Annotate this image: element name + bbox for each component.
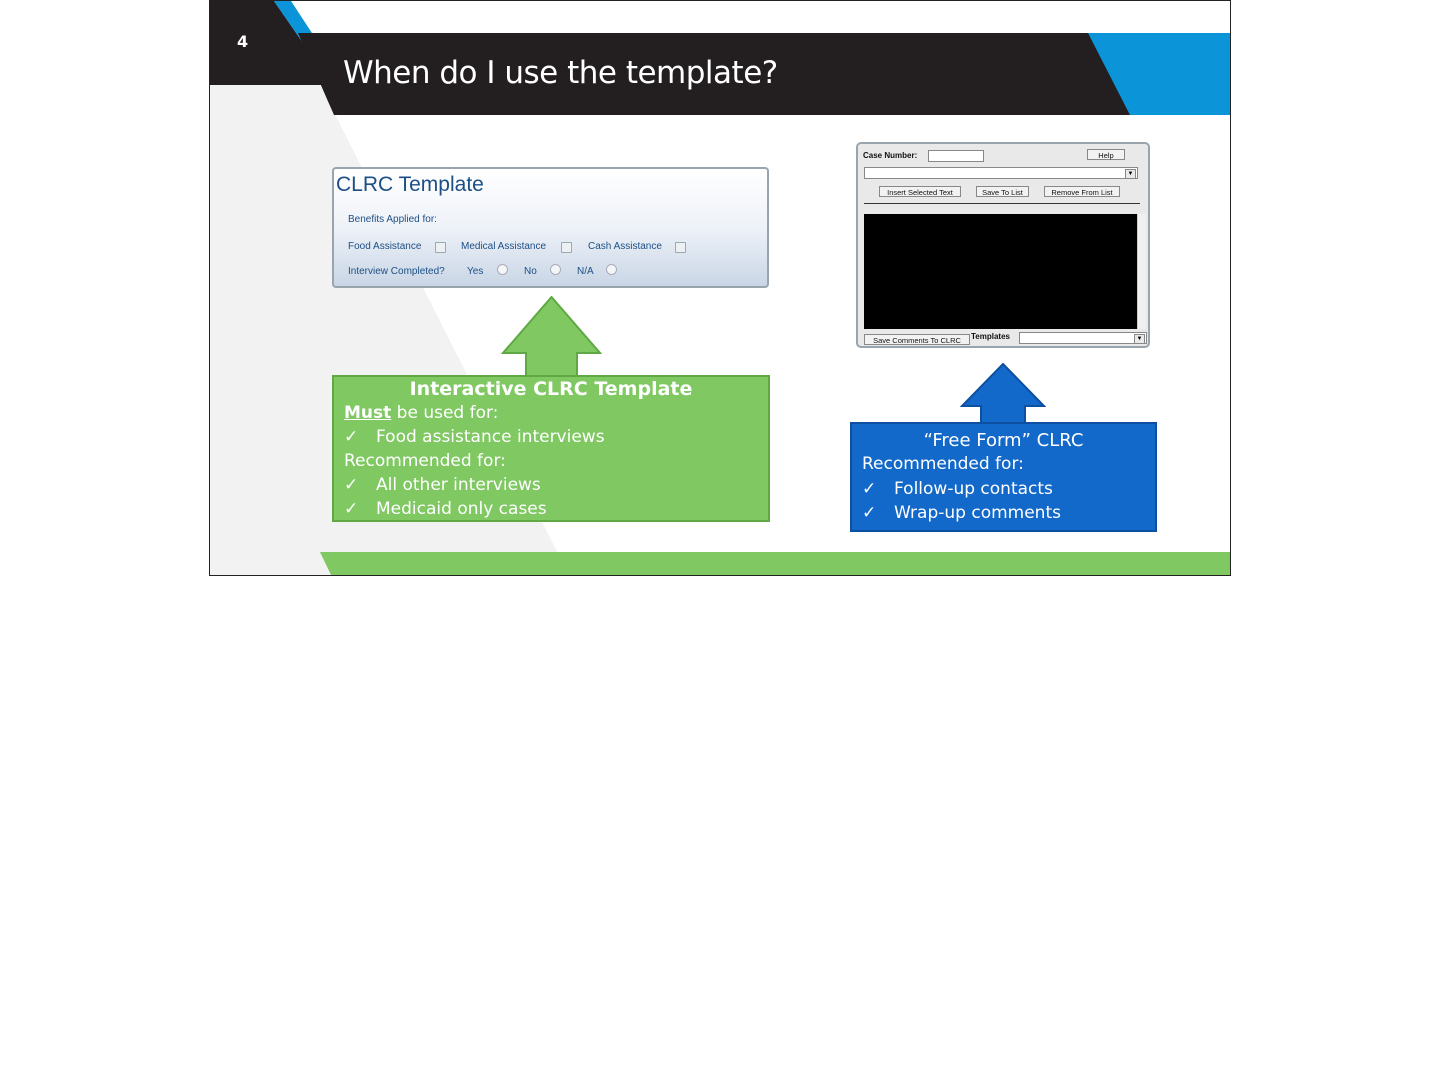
no-label: No <box>524 266 537 277</box>
checkmark-icon: ✓ <box>862 503 877 523</box>
slide-number: 4 <box>237 32 249 51</box>
medical-assistance-label: Medical Assistance <box>461 241 547 252</box>
free-form-item-text: Follow-up contacts <box>894 479 1053 499</box>
yes-radio[interactable] <box>497 264 508 275</box>
recommended-label: Recommended for: <box>344 451 506 471</box>
recommended-item-text: All other interviews <box>376 475 541 495</box>
na-radio[interactable] <box>606 264 617 275</box>
free-form-window <box>856 142 1150 348</box>
must-rest: be used for: <box>391 403 499 423</box>
interview-completed-label: Interview Completed? <box>348 266 445 277</box>
slide-title: When do I use the template? <box>343 55 778 91</box>
list-item <box>344 427 605 447</box>
interactive-clrc-title: Interactive CLRC Template <box>409 378 693 400</box>
case-number-label: Case Number: <box>863 151 918 160</box>
list-item <box>344 499 547 519</box>
insert-selected-text-button[interactable]: Insert Selected Text <box>879 186 961 197</box>
no-radio[interactable] <box>550 264 561 275</box>
free-form-item-text: Wrap-up comments <box>894 503 1061 523</box>
must-word: Must <box>344 403 392 423</box>
remove-from-list-button[interactable]: Remove From List <box>1044 186 1120 197</box>
cash-assistance-checkbox[interactable] <box>675 242 686 253</box>
recommended-label: Recommended for: <box>862 454 1024 474</box>
case-number-input[interactable] <box>928 150 984 162</box>
green-up-arrow-icon <box>501 296 602 378</box>
checkmark-icon: ✓ <box>344 475 359 495</box>
na-label: N/A <box>577 266 594 277</box>
recommended-item-text: Medicaid only cases <box>376 499 547 519</box>
must-item-text: Food assistance interviews <box>376 427 605 447</box>
cash-assistance-label: Cash Assistance <box>588 241 662 252</box>
checkmark-icon: ✓ <box>344 499 359 519</box>
divider <box>864 203 1140 204</box>
food-assistance-checkbox[interactable] <box>435 242 446 253</box>
comment-select[interactable] <box>864 167 1138 179</box>
textarea-scrollbar[interactable] <box>1137 214 1146 329</box>
comment-textarea[interactable] <box>864 214 1137 329</box>
list-item <box>862 503 1061 523</box>
clrc-template-title: CLRC Template <box>336 173 484 196</box>
chevron-down-icon: ▼ <box>1125 169 1136 179</box>
benefits-applied-label: Benefits Applied for: <box>348 214 437 225</box>
list-item <box>862 479 1053 499</box>
blue-up-arrow-icon <box>960 363 1046 425</box>
save-comments-to-clrc-button[interactable]: Save Comments To CLRC <box>864 334 970 345</box>
yes-label: Yes <box>467 266 484 277</box>
list-item <box>344 475 541 495</box>
templates-label: Templates <box>971 332 1010 341</box>
help-button[interactable]: Help <box>1087 149 1125 160</box>
interactive-clrc-box <box>332 375 770 522</box>
chevron-down-icon: ▼ <box>1134 334 1145 344</box>
checkmark-icon: ✓ <box>344 427 359 447</box>
medical-assistance-checkbox[interactable] <box>561 242 572 253</box>
free-form-clrc-title: “Free Form” CLRC <box>923 430 1084 451</box>
food-assistance-label: Food Assistance <box>348 241 422 252</box>
free-form-clrc-box <box>850 422 1157 532</box>
checkmark-icon: ✓ <box>862 479 877 499</box>
slide <box>209 0 1231 576</box>
clrc-template-form <box>332 167 769 288</box>
must-be-used-line <box>344 403 498 423</box>
save-to-list-button[interactable]: Save To List <box>976 186 1029 197</box>
templates-select[interactable] <box>1019 332 1147 344</box>
